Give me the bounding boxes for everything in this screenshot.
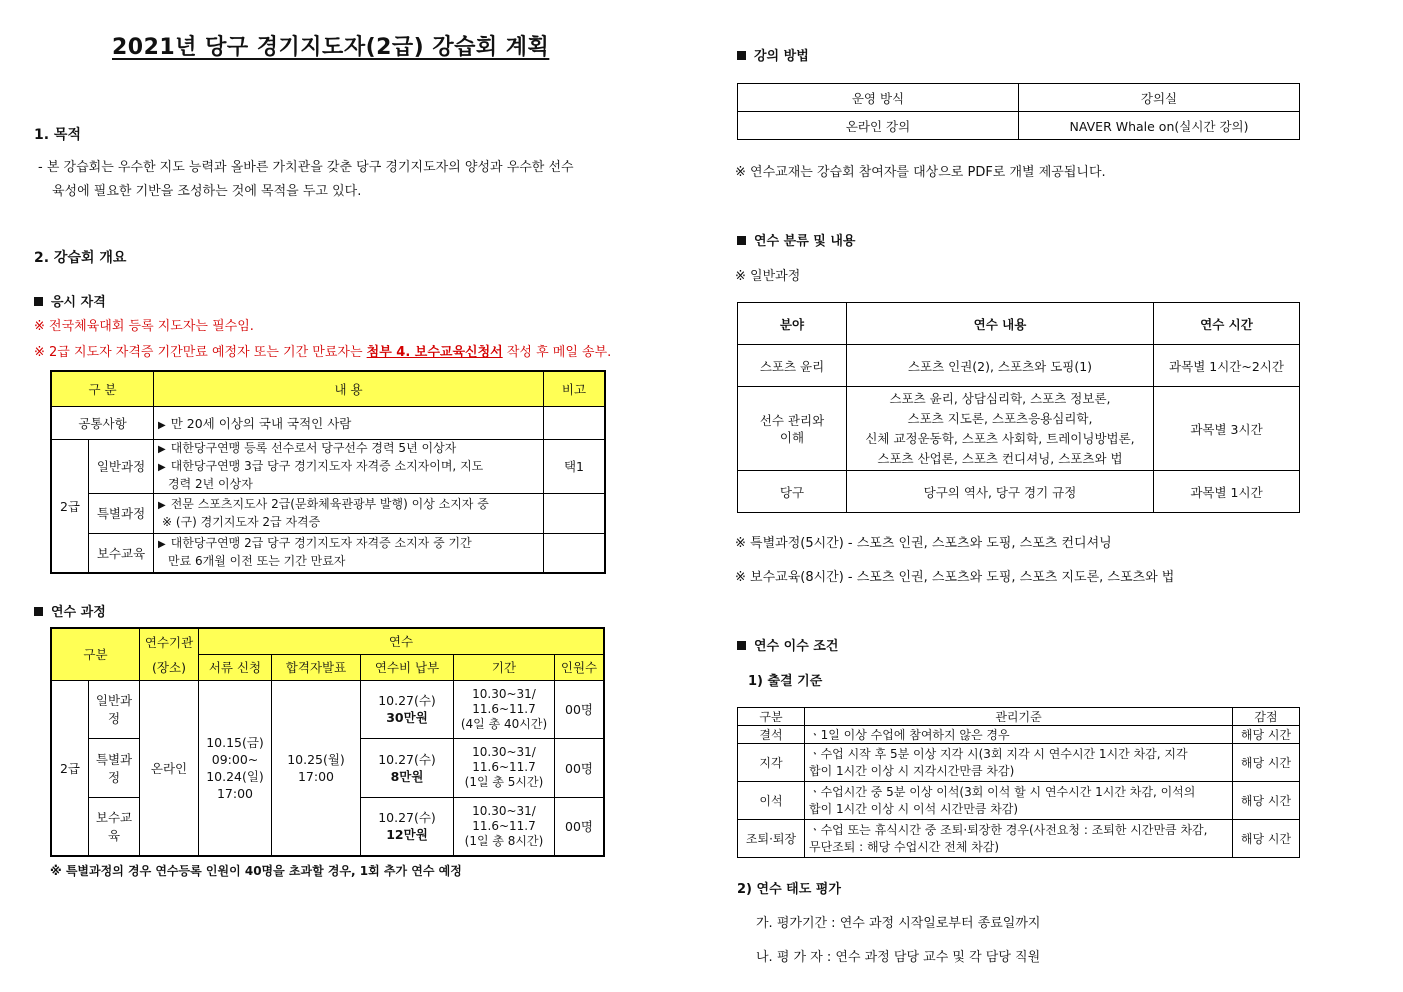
qual-general-text: [154, 439, 544, 493]
course-fee: [361, 797, 454, 856]
att-penalty: 해당 시간: [1233, 726, 1300, 744]
r2-content-2: 스포츠 지도론, 스포츠응용심리학,: [907, 410, 1093, 426]
table-row: [738, 726, 1300, 744]
course-period: [454, 680, 555, 738]
classify-header-time: 연수 시간: [1154, 303, 1300, 345]
refresh-line-1: 대한당구연맹 2급 당구 경기지도자 자격증 소지자 중 기간: [170, 536, 472, 551]
period-line-2: 11.6~11.7: [472, 818, 536, 833]
classify-r1-content: 스포츠 인권(2), 스포츠와 도핑(1): [847, 345, 1154, 387]
doc-line-3: 10.24(일): [206, 768, 264, 784]
course-header-doc: 서류 신청: [199, 654, 272, 680]
qualification-note-2: [34, 341, 611, 360]
course-pass-date: [272, 680, 361, 856]
eval-period: 가. 평가기간 : 연수 과정 시작일로부터 종료일까지: [756, 916, 1041, 931]
att-criteria-line-2: 합이 1시간 이상 시 이석 시간만큼 차감): [809, 801, 1019, 816]
course-header-fee: 연수비 납부: [361, 654, 454, 680]
att-criteria-line-1: ㆍ수업시간 중 5분 이상 이석(3회 이석 할 시 연수시간 1시간 차감, 이석의: [809, 784, 1196, 799]
course-doc-period: [199, 680, 272, 856]
course-header-pass: 합격자발표: [272, 654, 361, 680]
doc-line-2: 09:00~: [211, 751, 259, 767]
method-room-value: NAVER Whale on(실시간 강의): [1019, 112, 1300, 140]
course-org: 온라인: [140, 680, 199, 856]
method-mode-value: 온라인 강의: [738, 112, 1019, 140]
classify-heading: [737, 230, 855, 249]
classify-heading-label: 연수 분류 및 내용: [754, 234, 856, 249]
att-criteria: [805, 782, 1233, 820]
classify-r3-time: 과목별 1시간: [1154, 471, 1300, 513]
square-bullet-icon: [737, 51, 746, 60]
qual-refresh-label: 보수교육: [89, 533, 154, 573]
qualification-note-1: ※ 전국체육대회 등록 지도자는 필수임.: [34, 319, 254, 334]
section-purpose-heading: 1. 목적: [34, 127, 81, 143]
period-line-1: 10.30~31/: [472, 745, 536, 759]
classify-r2-field: [738, 387, 847, 471]
att-label: 조퇴·퇴장: [738, 820, 805, 858]
triangle-bullet-icon: ▶: [158, 419, 166, 431]
qual-special-label: 특별과정: [89, 493, 154, 533]
att-header-div: 구분: [738, 708, 805, 726]
method-heading-label: 강의 방법: [754, 49, 809, 64]
general-line-2: 대한당구연맹 3급 당구 경기지도자 자격증 소지자이며, 지도: [170, 458, 484, 473]
eval-evaluator: 나. 평 가 자 : 연수 과정 담당 교수 및 각 담당 직원: [756, 950, 1041, 965]
classify-note-refresh: ※ 보수교육(8시간) - 스포츠 인권, 스포츠와 도핑, 스포츠 지도론, 스포츠와 법: [735, 570, 1175, 585]
method-header-mode: 운영 방식: [738, 84, 1019, 112]
classify-note-special: ※ 특별과정(5시간) - 스포츠 인권, 스포츠와 도핑, 스포츠 컨디셔닝: [735, 536, 1112, 551]
period-line-3: (4일 총 40시간): [460, 716, 548, 731]
method-header-room: 강의실: [1019, 84, 1300, 112]
att-criteria-line-2: 무단조퇴 : 해당 수업시간 전체 차감): [809, 839, 1000, 854]
general-line-3: 경력 2년 이상자: [168, 476, 253, 491]
period-line-2: 11.6~11.7: [472, 701, 536, 716]
att-criteria-line-2: 합이 1시간 이상 시 지각시간만큼 차감): [809, 763, 1015, 778]
att-criteria-line-1: ㆍ수업 시작 후 5분 이상 지각 시(3회 지각 시 연수시간 1시간 차감, 지각: [809, 746, 1188, 761]
att-header-penalty: 감점: [1233, 708, 1300, 726]
table-row: [738, 820, 1300, 858]
square-bullet-icon: [737, 641, 746, 650]
course-row: [51, 680, 604, 738]
doc-line-4: 17:00: [216, 785, 254, 801]
fee-amount: 8만원: [390, 768, 424, 784]
square-bullet-icon: [737, 236, 746, 245]
classify-r2-content: [847, 387, 1154, 471]
classify-header-content: 연수 내용: [847, 303, 1154, 345]
doc-line-1: 10.15(금): [206, 734, 264, 750]
qual-general-note: 택1: [544, 439, 606, 493]
special-line-2: ※ (구) 경기지도자 2급 자격증: [162, 514, 321, 529]
r2-content-1: 스포츠 윤리, 상담심리학, 스포츠 정보론,: [889, 390, 1111, 406]
course-fee: [361, 738, 454, 797]
period-line-3: (1일 총 5시간): [464, 775, 544, 789]
course-header-division: 구분: [51, 628, 140, 680]
r2-field-1: 선수 관리와: [759, 412, 825, 428]
note2-bold: 첨부 4. 보수교육신청서: [366, 345, 503, 360]
square-bullet-icon: [34, 297, 43, 306]
section-overview-heading: 2. 강습회 개요: [34, 250, 127, 266]
course-note: ※ 특별과정의 경우 연수등록 인원이 40명을 초과할 경우, 1회 추가 연수 예정: [50, 864, 462, 878]
refresh-line-2: 만료 6개월 이전 또는 기간 만료자: [168, 554, 346, 569]
course-count: 00명: [555, 738, 605, 797]
fee-date: 10.27(수): [378, 751, 436, 767]
qualification-table: [50, 370, 606, 574]
att-criteria: [805, 820, 1233, 858]
qual-common-label: 공통사항: [51, 406, 154, 439]
qual-header-note: 비고: [544, 371, 606, 406]
classify-r1-field: 스포츠 윤리: [738, 345, 847, 387]
period-line-2: 11.6~11.7: [472, 760, 536, 774]
attitude-sub: 2) 연수 태도 평가: [737, 882, 841, 897]
attendance-sub: 1) 출결 기준: [748, 674, 823, 689]
course-header-org-2: (장소): [140, 654, 199, 680]
qualification-heading: [34, 291, 106, 310]
classify-r2-time: 과목별 3시간: [1154, 387, 1300, 471]
qual-header-division: 구 분: [51, 371, 154, 406]
classify-sub: ※ 일반과정: [735, 269, 801, 284]
att-label: 지각: [738, 744, 805, 782]
course-heading-label: 연수 과정: [51, 605, 106, 620]
table-row: [738, 782, 1300, 820]
classify-header-field: 분야: [738, 303, 847, 345]
course-fee: [361, 680, 454, 738]
att-penalty: 해당 시간: [1233, 782, 1300, 820]
triangle-bullet-icon: ▶: [158, 461, 166, 473]
att-criteria: ㆍ1일 이상 수업에 참여하지 않은 경우: [805, 726, 1233, 744]
square-bullet-icon: [34, 607, 43, 616]
triangle-bullet-icon: ▶: [158, 443, 166, 455]
att-criteria-line-1: ㆍ수업 또는 휴식시간 중 조퇴·퇴장한 경우(사전요청 : 조퇴한 시간만큼 차감,: [809, 822, 1208, 837]
period-line-3: (1일 총 8시간): [464, 833, 544, 848]
pass-line-1: 10.25(월): [287, 751, 345, 767]
method-note: ※ 연수교재는 강습회 참여자를 대상으로 PDF로 개별 제공됩니다.: [735, 165, 1106, 180]
pass-line-2: 17:00: [297, 768, 335, 784]
classify-table: [737, 302, 1300, 513]
course-header-period: 기간: [454, 654, 555, 680]
qual-header-content: 내 용: [154, 371, 544, 406]
purpose-line-1: - 본 강습회는 우수한 지도 능력과 올바른 가치관을 갖춘 당구 경기지도자의 양성과 우수한 선수: [38, 160, 574, 175]
qual-special-text: [154, 493, 544, 533]
purpose-line-2: 육성에 필요한 기반을 조성하는 것에 목적을 두고 있다.: [52, 184, 362, 199]
att-label: 이석: [738, 782, 805, 820]
fee-amount: 30만원: [386, 710, 428, 725]
period-line-1: 10.30~31/: [472, 686, 536, 701]
note2-pre: ※ 2급 지도자 자격증 기간만료 예정자 또는 기간 만료자는: [34, 345, 367, 360]
qual-grade: 2급: [51, 439, 89, 573]
note2-post: 작성 후 메일 송부.: [502, 345, 612, 360]
method-table: [737, 83, 1300, 140]
course-period: [454, 738, 555, 797]
course-header-org-1: 연수기관: [140, 628, 199, 654]
special-line-1: 전문 스포츠지도사 2급(문화체육관광부 발행) 이상 소지자 중: [170, 496, 489, 511]
course-header-training: 연수: [199, 628, 605, 654]
fee-date: 10.27(수): [378, 693, 436, 708]
course-row-label: 특별과정: [89, 738, 140, 797]
att-label: 결석: [738, 726, 805, 744]
qual-common-text-value: 만 20세 이상의 국내 국적인 사람: [170, 415, 352, 431]
fee-amount: 12만원: [386, 827, 428, 843]
classify-r3-content: 당구의 역사, 당구 경기 규정: [847, 471, 1154, 513]
course-header-count: 인원수: [555, 654, 605, 680]
att-penalty: 해당 시간: [1233, 820, 1300, 858]
qual-general-label: 일반과정: [89, 439, 154, 493]
course-heading: [34, 601, 106, 620]
att-criteria: [805, 744, 1233, 782]
method-heading: [737, 45, 809, 64]
general-line-1: 대한당구연맹 등록 선수로서 당구선수 경력 5년 이상자: [170, 440, 457, 455]
course-row-label: 일반과정: [89, 680, 140, 738]
classify-r1-time: 과목별 1시간~2시간: [1154, 345, 1300, 387]
course-count: 00명: [555, 797, 605, 856]
r2-content-3: 신체 교정운동학, 스포츠 사회학, 트레이닝방법론,: [865, 430, 1135, 446]
course-grade: 2급: [51, 680, 89, 856]
course-count: 00명: [555, 680, 605, 738]
r2-content-4: 스포츠 산업론, 스포츠 컨디셔닝, 스포츠와 법: [877, 450, 1123, 466]
course-period: [454, 797, 555, 856]
course-table: [50, 627, 605, 857]
att-penalty: 해당 시간: [1233, 744, 1300, 782]
att-header-criteria: 관리기준: [805, 708, 1233, 726]
table-row: [738, 744, 1300, 782]
page-title: 2021년 당구 경기지도자(2급) 강습회 계획: [112, 35, 550, 60]
qualification-heading-label: 응시 자격: [51, 295, 106, 310]
r2-field-2: 이해: [779, 429, 805, 445]
course-row-label: 보수교육: [89, 797, 140, 856]
qual-common-text: [154, 406, 544, 439]
attendance-table: [737, 707, 1300, 858]
classify-r3-field: 당구: [738, 471, 847, 513]
triangle-bullet-icon: ▶: [158, 499, 166, 511]
qual-refresh-text: [154, 533, 544, 573]
complete-heading: [737, 635, 838, 654]
fee-date: 10.27(수): [378, 810, 436, 826]
triangle-bullet-icon: ▶: [158, 539, 166, 551]
complete-heading-label: 연수 이수 조건: [754, 639, 839, 654]
period-line-1: 10.30~31/: [472, 803, 536, 818]
